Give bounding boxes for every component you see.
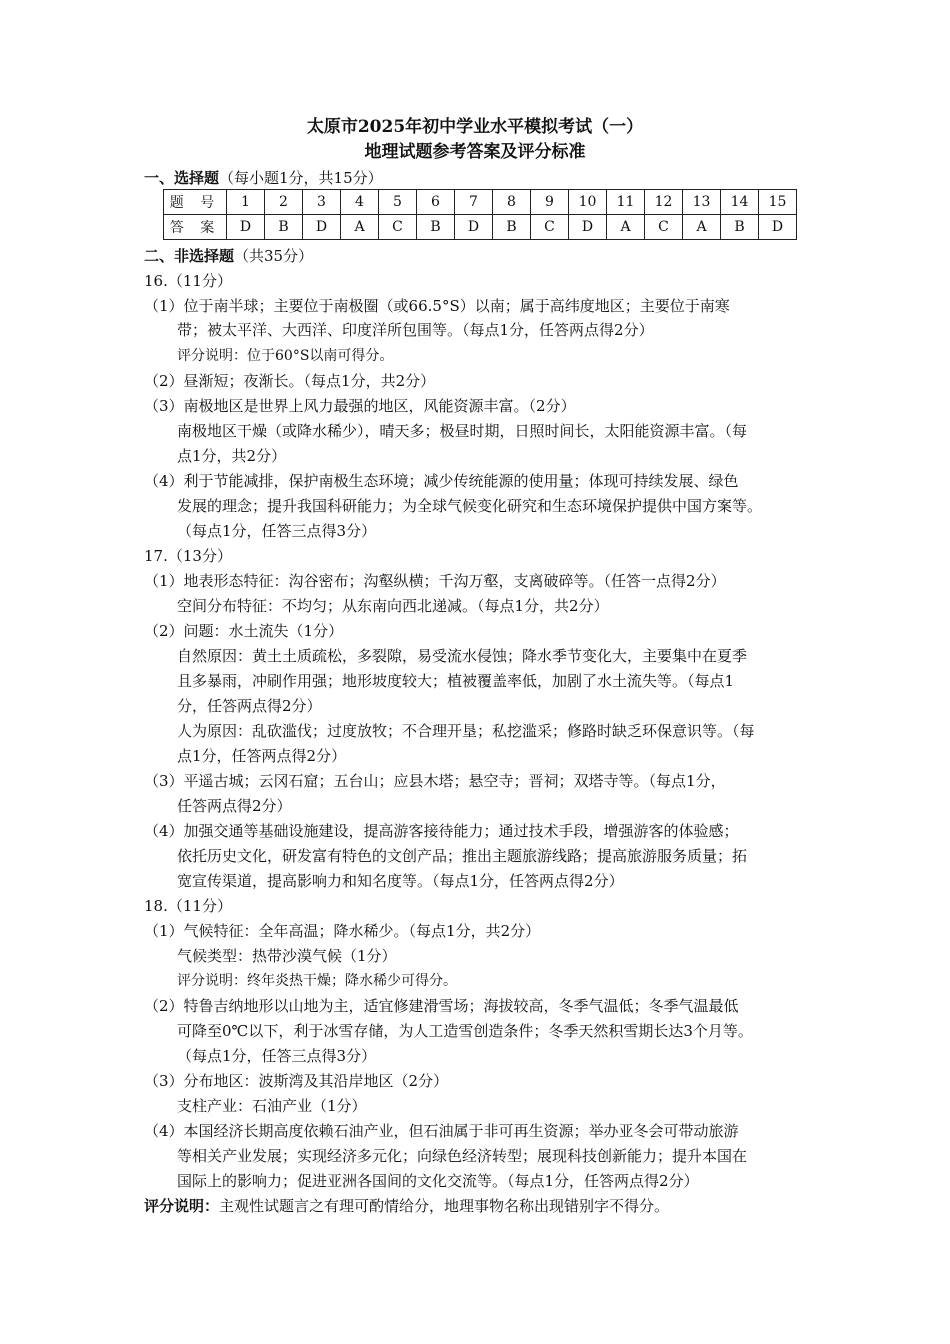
answer-line: 任答两点得2分） (177, 797, 292, 815)
answer-line: （每点1分，任答三点得3分） (177, 1047, 377, 1065)
final-scoring-note (144, 1196, 669, 1216)
table-cell: A (341, 215, 379, 240)
answer-line: 人为原因：乱砍滥伐；过度放牧；不合理开垦；私挖滥采；修路时缺乏环保意识等。（每 (177, 722, 755, 740)
answer-line: 可降至0℃以下，利于冰雪存储，为人工造雪创造条件；冬季天然积雪期长达3个月等。 (177, 1022, 753, 1040)
table-cell: A (607, 215, 645, 240)
table-cell: C (379, 215, 417, 240)
answer-line: 国际上的影响力；促进亚洲各国间的文化交流等。（每点1分，任答两点得2分） (177, 1172, 699, 1190)
answer-line: （4）利于节能减排，保护南极生态环境；减少传统能源的使用量；体现可持续发展、绿色 (144, 472, 739, 490)
answer-line: （1）气候特征：全年高温；降水稀少。（每点1分，共2分） (144, 922, 541, 940)
question-16-heading: 16.（11分） (144, 272, 232, 290)
answer-line: 气候类型：热带沙漠气候（1分） (177, 947, 397, 965)
section-1-title: 一、选择题 (144, 169, 220, 187)
answer-line: 带；被太平洋、大西洋、印度洋所包围等。（每点1分，任答两点得2分） (177, 321, 654, 339)
table-cell: D (227, 215, 265, 240)
answer-line: 等相关产业发展；实现经济多元化；向绿色经济转型；展现科技创新能力；提升本国在 (177, 1147, 748, 1165)
table-cell: D (303, 215, 341, 240)
table-cell: 5 (379, 190, 417, 215)
answer-line: 支柱产业：石油产业（1分） (177, 1097, 367, 1115)
table-cell: 1 (227, 190, 265, 215)
table-cell: 4 (341, 190, 379, 215)
exam-title: 太原市2025年初中学业水平模拟考试（一） (306, 117, 644, 137)
answer-line: （1）位于南半球；主要位于南极圈（或66.5°S）以南；属于高纬度地区；主要位于南寒 (144, 297, 730, 315)
answer-line: 依托历史文化，研发富有特色的文创产品；推出主题旅游线路；提高旅游服务质量；拓 (177, 847, 748, 865)
answer-line: （2）昼渐短；夜渐长。（每点1分，共2分） (144, 372, 436, 390)
table-cell: D (759, 215, 797, 240)
table-row-numbers (164, 190, 797, 215)
answer-key-subtitle: 地理试题参考答案及评分标准 (364, 142, 586, 162)
answer-line: （4）加强交通等基础设施建设，提高游客接待能力；通过技术手段，增强游客的体验感； (144, 822, 739, 840)
section-1-note: （每小题1分，共15分） (219, 169, 383, 187)
answer-line: 且多暴雨，冲刷作用强；地形坡度较大；植被覆盖率低，加剧了水土流失等。（每点1 (177, 672, 735, 690)
scoring-note: 评分说明：位于60°S以南可得分。 (177, 348, 394, 364)
answer-line: （4）本国经济长期高度依赖石油产业，但石油属于非可再生资源；举办亚冬会可带动旅游 (144, 1122, 739, 1140)
section-2-title: 二、非选择题 (144, 247, 235, 265)
table-cell: 13 (683, 190, 721, 215)
answer-line: 空间分布特征：不均匀；从东南向西北递减。（每点1分，共2分） (177, 597, 609, 615)
table-cell: B (493, 215, 531, 240)
table-cell: 2 (265, 190, 303, 215)
answer-line: （2）问题：水土流失（1分） (144, 622, 344, 640)
table-row-answers (164, 215, 797, 240)
final-note-text: 主观性试题言之有理可酌情给分，地理事物名称出现错别字不得分。 (219, 1197, 670, 1215)
table-cell: D (569, 215, 607, 240)
table-cell: C (531, 215, 569, 240)
answer-line: （3）平遥古城；云冈石窟；五台山；应县木塔；悬空寺；晋祠；双塔寺等。（每点1分， (144, 772, 726, 790)
table-cell: B (721, 215, 759, 240)
answer-line: （1）地表形态特征：沟谷密布；沟壑纵横；千沟万壑，支离破碎等。（任答一点得2分） (144, 572, 726, 590)
answer-line: 南极地区干燥（或降水稀少），晴天多；极昼时期，日照时间长，太阳能资源丰富。（每 (177, 422, 748, 440)
table-cell: 8 (493, 190, 531, 215)
scoring-note: 评分说明：终年炎热干燥；降水稀少可得分。 (177, 973, 457, 989)
answer-table (163, 189, 797, 240)
table-cell: 15 (759, 190, 797, 215)
table-cell: 10 (569, 190, 607, 215)
answer-line: （3）分布地区：波斯湾及其沿岸地区（2分） (144, 1072, 449, 1090)
final-note-label: 评分说明： (144, 1197, 220, 1215)
answer-line: （每点1分，任答三点得3分） (177, 522, 377, 540)
answer-line: 发展的理念；提升我国科研能力；为全球气候变化研究和生态环境保护提供中国方案等。 (177, 497, 763, 515)
row-header-answer: 答 案 (164, 215, 227, 240)
answer-line: 分，任答两点得2分） (177, 697, 322, 715)
section-2-note: （共35分） (234, 247, 314, 265)
row-header-number: 题 号 (164, 190, 227, 215)
table-cell: A (683, 215, 721, 240)
question-17-heading: 17.（13分） (144, 547, 232, 565)
answer-line: （2）特鲁吉纳地形以山地为主，适宜修建滑雪场；海拔较高，冬季气温低；冬季气温最低 (144, 997, 739, 1015)
table-cell: 9 (531, 190, 569, 215)
section-2-heading (144, 246, 313, 266)
table-cell: 14 (721, 190, 759, 215)
section-1-heading (144, 168, 383, 188)
answer-line: （3）南极地区是世界上风力最强的地区，风能资源丰富。（2分） (144, 397, 576, 415)
table-cell: B (265, 215, 303, 240)
table-cell: 11 (607, 190, 645, 215)
table-cell: C (645, 215, 683, 240)
table-cell: B (417, 215, 455, 240)
answer-line: 点1分，共2分） (177, 447, 287, 465)
answer-line: 点1分，任答两点得2分） (177, 747, 347, 765)
answer-line: 宽宣传渠道，提高影响力和知名度等。（每点1分，任答两点得2分） (177, 872, 624, 890)
table-cell: D (455, 215, 493, 240)
table-cell: 6 (417, 190, 455, 215)
answer-line: 自然原因：黄土土质疏松，多裂隙，易受流水侵蚀；降水季节变化大，主要集中在夏季 (177, 647, 748, 665)
question-18-heading: 18.（11分） (144, 897, 232, 915)
table-cell: 3 (303, 190, 341, 215)
table-cell: 7 (455, 190, 493, 215)
table-cell: 12 (645, 190, 683, 215)
